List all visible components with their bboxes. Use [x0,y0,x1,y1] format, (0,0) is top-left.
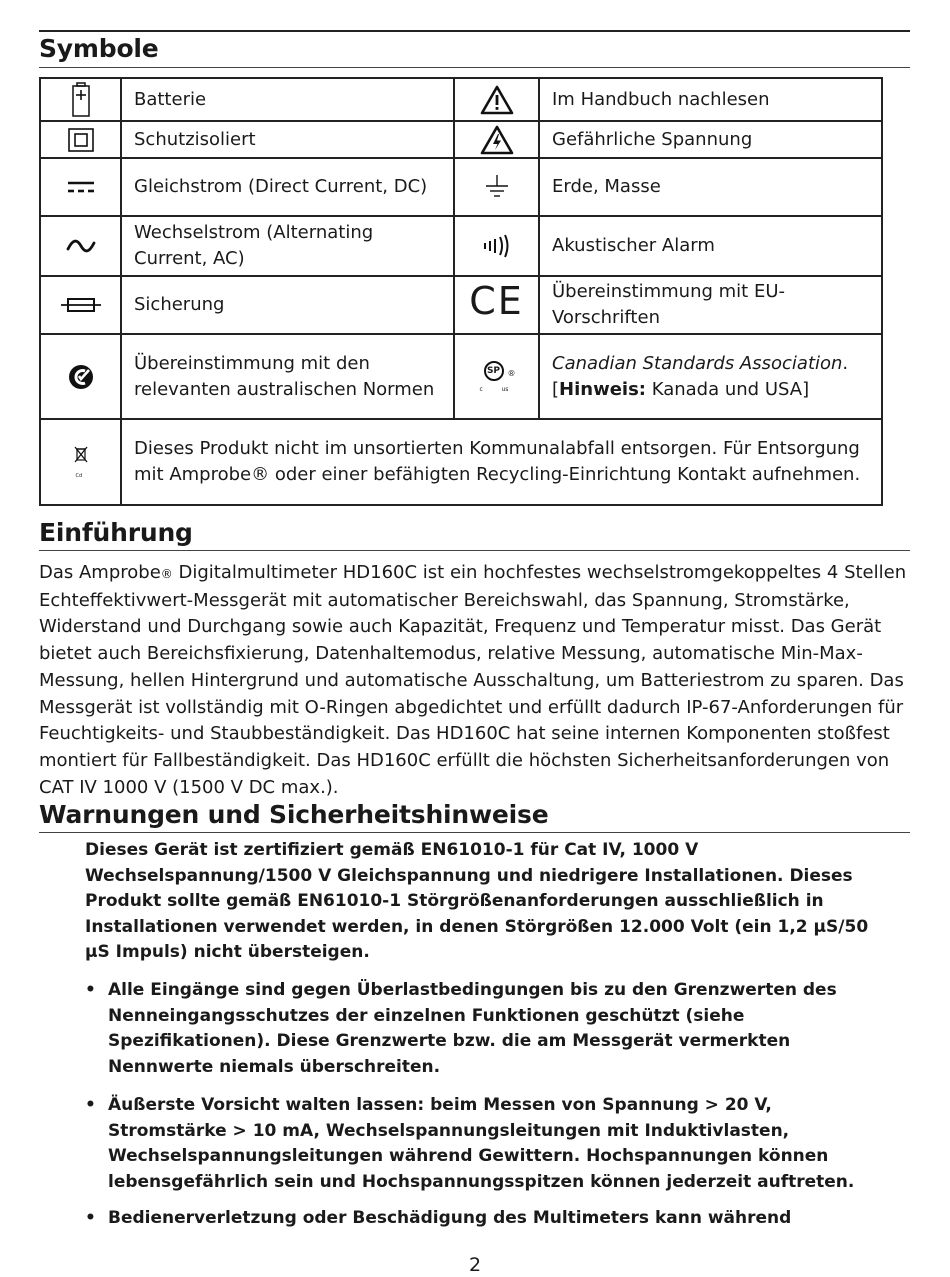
c-tick-icon [40,334,121,419]
bullet-marker: • [85,980,96,1000]
double-insulated-icon [40,121,121,158]
dc-icon [40,158,121,216]
bullet-marker: • [85,1208,96,1228]
weee-bin-icon [40,419,121,505]
symbols-heading [39,34,910,63]
csa-note-label: Hinweis: [559,378,646,400]
ac-icon [40,216,121,276]
ce-mark-icon [454,276,539,334]
label-battery: Batterie [121,78,454,121]
intro-text-start: Das Amprobe [39,562,161,583]
intro-heading [39,518,910,547]
list-item [85,1093,865,1195]
bullet-marker: • [85,1095,96,1115]
warnings-heading [39,800,910,829]
symbols-title: Symbole [39,34,159,63]
weee-cd-mark: Cd [75,473,83,479]
csa-registered-mark: ® [507,368,516,378]
intro-paragraph [39,560,919,801]
csa-logo-circle: SP [484,361,504,381]
beeper-icon [454,216,539,276]
registered-mark: ® [160,567,173,581]
csa-us-mark: us [501,385,509,393]
csa-c-mark: c [479,385,483,393]
page-number: 2 [468,1254,482,1276]
csa-period: . [842,352,849,374]
label-ground: Erde, Masse [539,158,882,216]
bullet-text: Bedienerverletzung oder Beschädigung des Multimeters kann während [108,1208,792,1228]
warnings-title: Warnungen und Sicherheitshinweise [39,800,549,829]
table-row [40,121,882,158]
table-row [40,216,882,276]
label-csa [539,334,882,419]
label-dc: Gleichstrom (Direct Current, DC) [121,158,454,216]
label-fuse: Sicherung [121,276,454,334]
csa-mark-icon [454,334,539,419]
csa-note-text: Kanada und USA] [646,378,810,400]
csa-name: Canadian Standards Association [552,352,843,374]
intro-heading-rule [39,550,910,551]
ground-icon [454,158,539,216]
top-rule [39,30,910,32]
bullet-text: Alle Eingänge sind gegen Überlastbedingungen bis zu den Grenzwerten des Nenneingangsschutzes der einzelnen Funktionen geschützt (siehe Spezifikationen). Diese Grenzwerte bzw. die am Messgerät vermerkten Nennwerte niemals überschreiten. [108,980,837,1077]
ce-mark-glyph: CE [469,279,524,323]
table-row [40,334,882,419]
list-item [85,978,865,1080]
warning-triangle-icon [454,78,539,121]
label-australian-standards: Übereinstimmung mit den relevanten australischen Normen [121,334,454,419]
symbols-table [39,77,883,506]
bullet-text: Äußerste Vorsicht walten lassen: beim Messen von Spannung > 20 V, Stromstärke > 10 mA, Wechselspannungsleitungen mit Induktivlasten, Wechselspannungsleitungen während Gewittern. Hochspannungen können lebensgefährlich sein und Hochspannungsspitzen können jederzeit auftreten. [108,1095,855,1192]
table-row [40,78,882,121]
label-disposal: Dieses Produkt nicht im unsortierten Kommunalabfall entsorgen. Für Entsorgung mit Amprobe® oder einer befähigten Recycling-Einrichtung Kontakt aufnehmen. [121,419,882,505]
label-consult-manual: Im Handbuch nachlesen [539,78,882,121]
label-eu-conformity: Übereinstimmung mit EU-Vorschriften [539,276,882,334]
label-beeper: Akustischer Alarm [539,216,882,276]
intro-text-rest: Digitalmultimeter HD160C ist ein hochfestes wechselstromgekoppeltes 4 Stellen Echteffektivwert-Messgerät mit automatischer Bereichswahl, das Spannung, Stromstärke, Widerstand und Durchgang sowie auch Kapazität, Frequenz und Temperatur misst. Das Gerät bietet auch Bereichsfixierung, Datenhaltemodus, relative Messung, automatische Min-Max-Messung, hellen Hintergrund und automatische Ausschaltung, um Batteriestrom zu sparen. Das Messgerät ist vollständig mit O-Ringen abgedichtet und erfüllt dadurch IP-67-Anforderungen für Feuchtigkeits- und Staubbeständigkeit. Das HD160C hat seine internen Komponenten stoßfest montiert für Fallbeständigkeit. Das HD160C erfüllt die höchsten Sicherheitsanforderungen von CAT IV 1000 V (1500 V DC max.). [39,562,907,798]
certification-statement: Dieses Gerät ist zertifiziert gemäß EN61010-1 für Cat IV, 1000 V Wechselspannung/1500 V Gleichspannung und niedrigere Installationen. Dieses Produkt sollte gemäß EN61010-1 Störgrößenanforderungen ausschließlich in Installationen verwendet werden, in denen Störgrößen 12.000 Volt (ein 1,2 µS/50 µS Impuls) nicht übersteigen. [85,840,869,963]
intro-title: Einführung [39,518,193,547]
table-row [40,276,882,334]
label-dangerous-voltage: Gefährliche Spannung [539,121,882,158]
battery-icon [40,78,121,121]
list-item [85,1206,865,1232]
table-row [40,419,882,505]
csa-note-open: [ [552,378,560,400]
symbols-heading-rule [39,67,910,68]
label-double-insulated: Schutzisoliert [121,121,454,158]
label-ac: Wechselstrom (Alternating Current, AC) [121,216,454,276]
table-row [40,158,882,216]
warnings-heading-rule [39,832,910,833]
fuse-icon [40,276,121,334]
high-voltage-icon [454,121,539,158]
